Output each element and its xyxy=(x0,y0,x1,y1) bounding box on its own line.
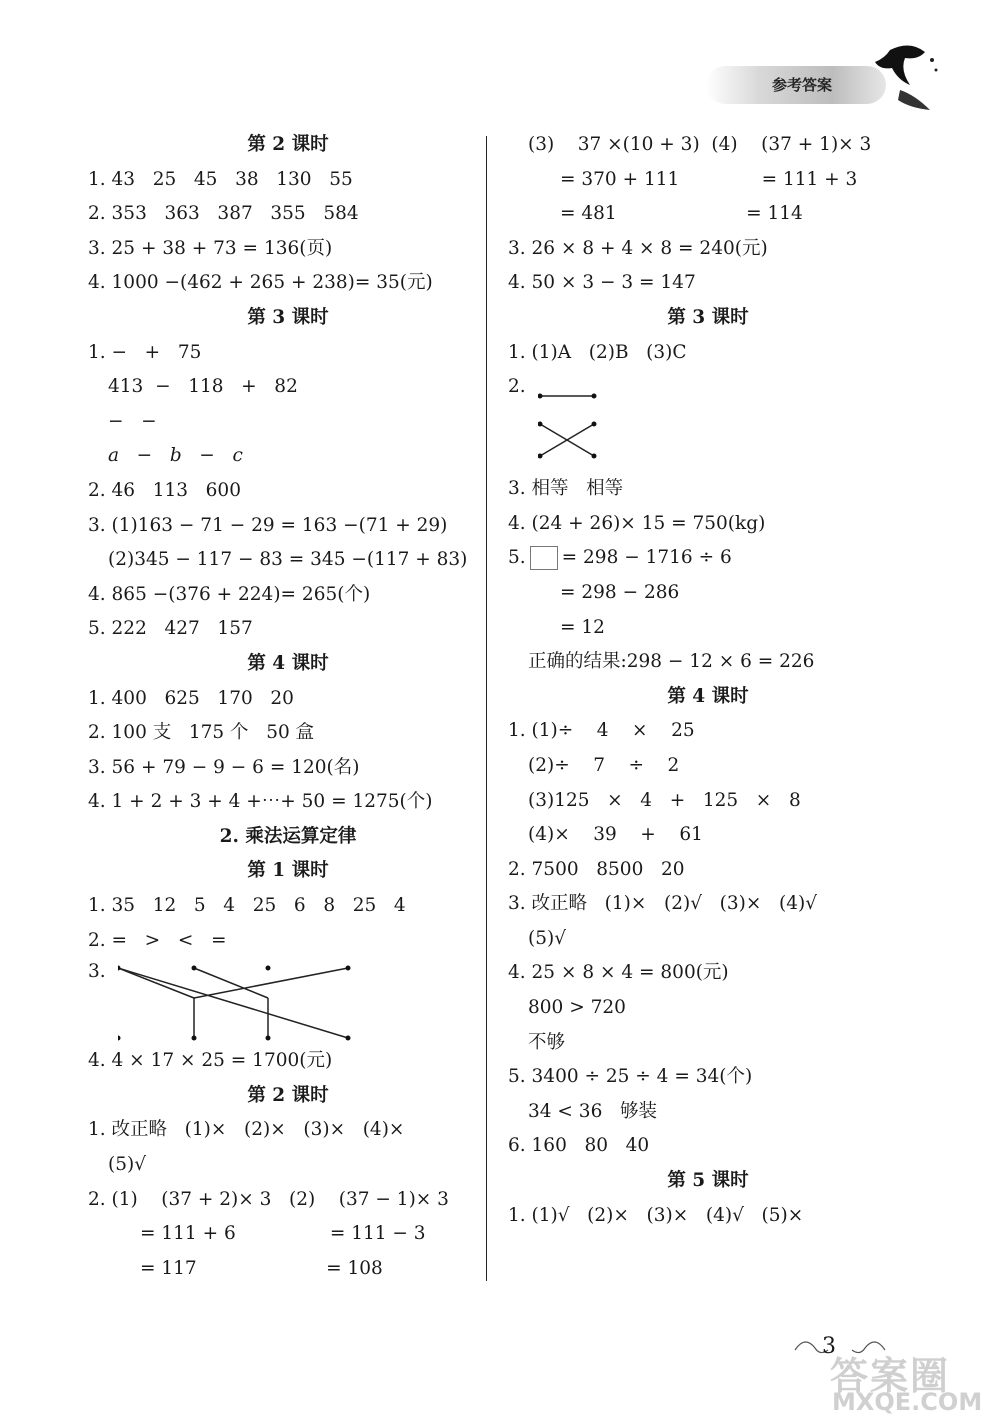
answer-line xyxy=(88,509,488,544)
line-text: 2. 353 363 387 355 584 xyxy=(88,203,359,225)
line-text: 第 1 课时 xyxy=(247,860,329,882)
line-text: 2. 乘法运算定律 xyxy=(219,825,357,847)
answer-line xyxy=(88,266,488,301)
line-text: 3. 相等 相等 xyxy=(508,478,624,500)
answer-line xyxy=(88,543,488,578)
answer-line xyxy=(508,266,908,301)
line-text: 34 < 36 够装 xyxy=(528,1100,657,1122)
answer-line xyxy=(508,956,908,991)
answer-line xyxy=(88,785,488,820)
answer-line xyxy=(88,163,488,198)
answer-line xyxy=(508,1095,908,1130)
line-text: 2. 100 支 175 个 50 盒 xyxy=(88,722,315,744)
answer-line xyxy=(88,474,488,509)
answer-line xyxy=(508,232,908,267)
line-text: 3. 56 + 79 − 9 − 6 = 120(名) xyxy=(88,756,360,778)
matching-x-figure xyxy=(538,390,618,464)
answer-line xyxy=(88,405,488,440)
equation-text: = 298 − 1716 ÷ 6 xyxy=(561,547,732,569)
answer-line xyxy=(508,714,908,749)
line-text: 3. (1)163 − 71 − 29 = 163 −(71 + 29) xyxy=(88,514,448,536)
line-text: 1. 改正略 (1)× (2)× (3)× (4)× xyxy=(88,1119,405,1141)
line-text: 2. 7500 8500 20 xyxy=(508,858,685,880)
item-number: 5. xyxy=(508,547,526,569)
line-text: 第 2 课时 xyxy=(247,1084,329,1106)
line-text: 5. 222 427 157 xyxy=(88,618,253,640)
line-text: 5. 3400 ÷ 25 ÷ 4 = 34(个) xyxy=(508,1066,753,1088)
answer-line xyxy=(88,716,488,751)
answer-line xyxy=(88,336,488,371)
line-text: 4. (24 + 26)× 15 = 750(kg) xyxy=(508,512,766,534)
line-text: 3. 改正略 (1)× (2)√ (3)× (4)√ xyxy=(508,893,817,915)
line-text: 3. 26 × 8 + 4 × 8 = 240(元) xyxy=(508,237,768,259)
answer-line xyxy=(508,1129,908,1164)
line-text: 4. 25 × 8 × 4 = 800(元) xyxy=(508,962,729,984)
line-text: 1. 43 25 45 38 130 55 xyxy=(88,168,353,190)
answer-line xyxy=(508,336,908,371)
answer-line xyxy=(508,645,908,680)
blank-box xyxy=(530,546,558,570)
section-heading xyxy=(88,820,488,855)
answer-line xyxy=(88,197,488,232)
line-text: 第 3 课时 xyxy=(667,306,749,328)
line-text: 不够 xyxy=(528,1031,566,1053)
line-text: (2)345 − 117 − 83 = 345 −(117 + 83) xyxy=(108,549,468,571)
answer-line xyxy=(508,749,908,784)
answer-line xyxy=(508,197,908,232)
line-text: 2. (1) (37 + 2)× 3 (2) (37 − 1)× 3 xyxy=(88,1188,449,1210)
answer-line xyxy=(508,922,908,957)
page-number: 3 xyxy=(822,1334,836,1359)
line-text: 4. 1 + 2 + 3 + 4 +⋯+ 50 = 1275(个) xyxy=(88,791,433,813)
line-text: 413 − 118 + 82 xyxy=(108,376,298,398)
line-text: (4)× 39 + 61 xyxy=(528,824,703,846)
answer-line xyxy=(88,439,488,474)
answer-line xyxy=(88,751,488,786)
left-column xyxy=(88,128,488,1286)
answer-line xyxy=(88,924,488,959)
section-heading xyxy=(88,1079,488,1114)
line-text: (2)÷ 7 ÷ 2 xyxy=(528,754,680,776)
answer-line xyxy=(508,991,908,1026)
answer-line xyxy=(508,541,908,576)
line-text: 第 4 课时 xyxy=(247,652,329,674)
line-text: 第 5 课时 xyxy=(667,1170,749,1192)
line-text: (3)125 × 4 + 125 × 8 xyxy=(528,789,801,811)
line-text: 第 2 课时 xyxy=(247,134,329,155)
line-text: − − xyxy=(108,410,157,432)
answer-line xyxy=(88,1252,488,1287)
section-heading xyxy=(88,301,488,336)
line-text: = 111 + 6 = 111 − 3 xyxy=(140,1223,426,1245)
section-heading xyxy=(508,680,908,715)
line-text: 2. xyxy=(508,376,526,398)
line-text: a − b − c xyxy=(108,445,243,467)
answer-line xyxy=(88,578,488,613)
line-text: = 481 = 114 xyxy=(560,203,803,225)
line-text: = 117 = 108 xyxy=(140,1257,383,1279)
line-text: 2. 46 113 600 xyxy=(88,479,241,501)
answer-line xyxy=(508,853,908,888)
answer-line xyxy=(88,1183,488,1218)
watermark-url: MXQE.COM xyxy=(832,1388,983,1416)
line-text: 第 4 课时 xyxy=(667,685,749,707)
line-text: 3. 25 + 38 + 73 = 136(页) xyxy=(88,237,333,259)
line-text: 1. 400 625 170 20 xyxy=(88,687,294,709)
answer-line xyxy=(508,1060,908,1095)
answer-line xyxy=(88,370,488,405)
answer-line xyxy=(508,163,908,198)
answer-line xyxy=(508,1026,908,1061)
line-text: 第 3 课时 xyxy=(247,306,329,328)
line-text: 800 > 720 xyxy=(528,997,626,1019)
line-text: (3) 37 ×(10 + 3) (4) (37 + 1)× 3 xyxy=(528,134,872,155)
line-text: 6. 160 80 40 xyxy=(508,1135,650,1157)
answer-line xyxy=(508,1199,908,1234)
line-text: = 12 xyxy=(560,616,605,638)
answer-line xyxy=(508,887,908,922)
line-text: 4. 50 × 3 − 3 = 147 xyxy=(508,272,696,294)
answer-line xyxy=(508,784,908,819)
answer-line xyxy=(88,612,488,647)
section-heading xyxy=(88,854,488,889)
ink-brush-decoration xyxy=(870,40,940,120)
answer-line xyxy=(508,472,908,507)
answer-line xyxy=(88,1113,488,1148)
answer-line xyxy=(88,1217,488,1252)
section-heading xyxy=(88,128,488,163)
answer-line xyxy=(508,128,908,163)
answer-line xyxy=(88,232,488,267)
section-heading xyxy=(508,301,908,336)
line-text: 3. xyxy=(88,961,106,983)
line-text: 正确的结果:298 − 12 × 6 = 226 xyxy=(528,651,815,673)
answer-line xyxy=(508,818,908,853)
answer-line xyxy=(88,682,488,717)
line-text: 4. 865 −(376 + 224)= 265(个) xyxy=(88,583,371,605)
line-text: 1. − + 75 xyxy=(88,341,202,363)
line-text: 1. (1)√ (2)× (3)× (4)√ (5)× xyxy=(508,1204,804,1226)
watermark-logo: 答案圈 xyxy=(830,1354,951,1398)
line-text: 1. (1)A (2)B (3)C xyxy=(508,341,687,363)
right-column xyxy=(508,128,908,1233)
matching-lines-figure xyxy=(118,958,418,1044)
answer-line xyxy=(88,889,488,924)
line-text: 1. 35 12 5 4 25 6 8 25 4 xyxy=(88,895,406,917)
line-text: 4. 4 × 17 × 25 = 1700(元) xyxy=(88,1050,333,1072)
section-heading xyxy=(508,1164,908,1199)
line-text: (5)√ xyxy=(108,1154,146,1176)
answer-line xyxy=(88,1044,488,1079)
section-heading xyxy=(88,647,488,682)
line-text: = 370 + 111 = 111 + 3 xyxy=(560,168,858,190)
answer-line xyxy=(508,576,908,611)
line-text: = 298 − 286 xyxy=(560,581,680,603)
header-title: 参考答案 xyxy=(772,76,833,94)
answer-line xyxy=(88,1148,488,1183)
answer-line xyxy=(508,507,908,542)
line-text: (5)√ xyxy=(528,927,566,949)
line-text: 4. 1000 −(462 + 265 + 238)= 35(元) xyxy=(88,272,433,294)
line-text: 2. = > < = xyxy=(88,929,227,951)
answer-line xyxy=(508,611,908,646)
line-text: 1. (1)÷ 4 × 25 xyxy=(508,720,695,742)
